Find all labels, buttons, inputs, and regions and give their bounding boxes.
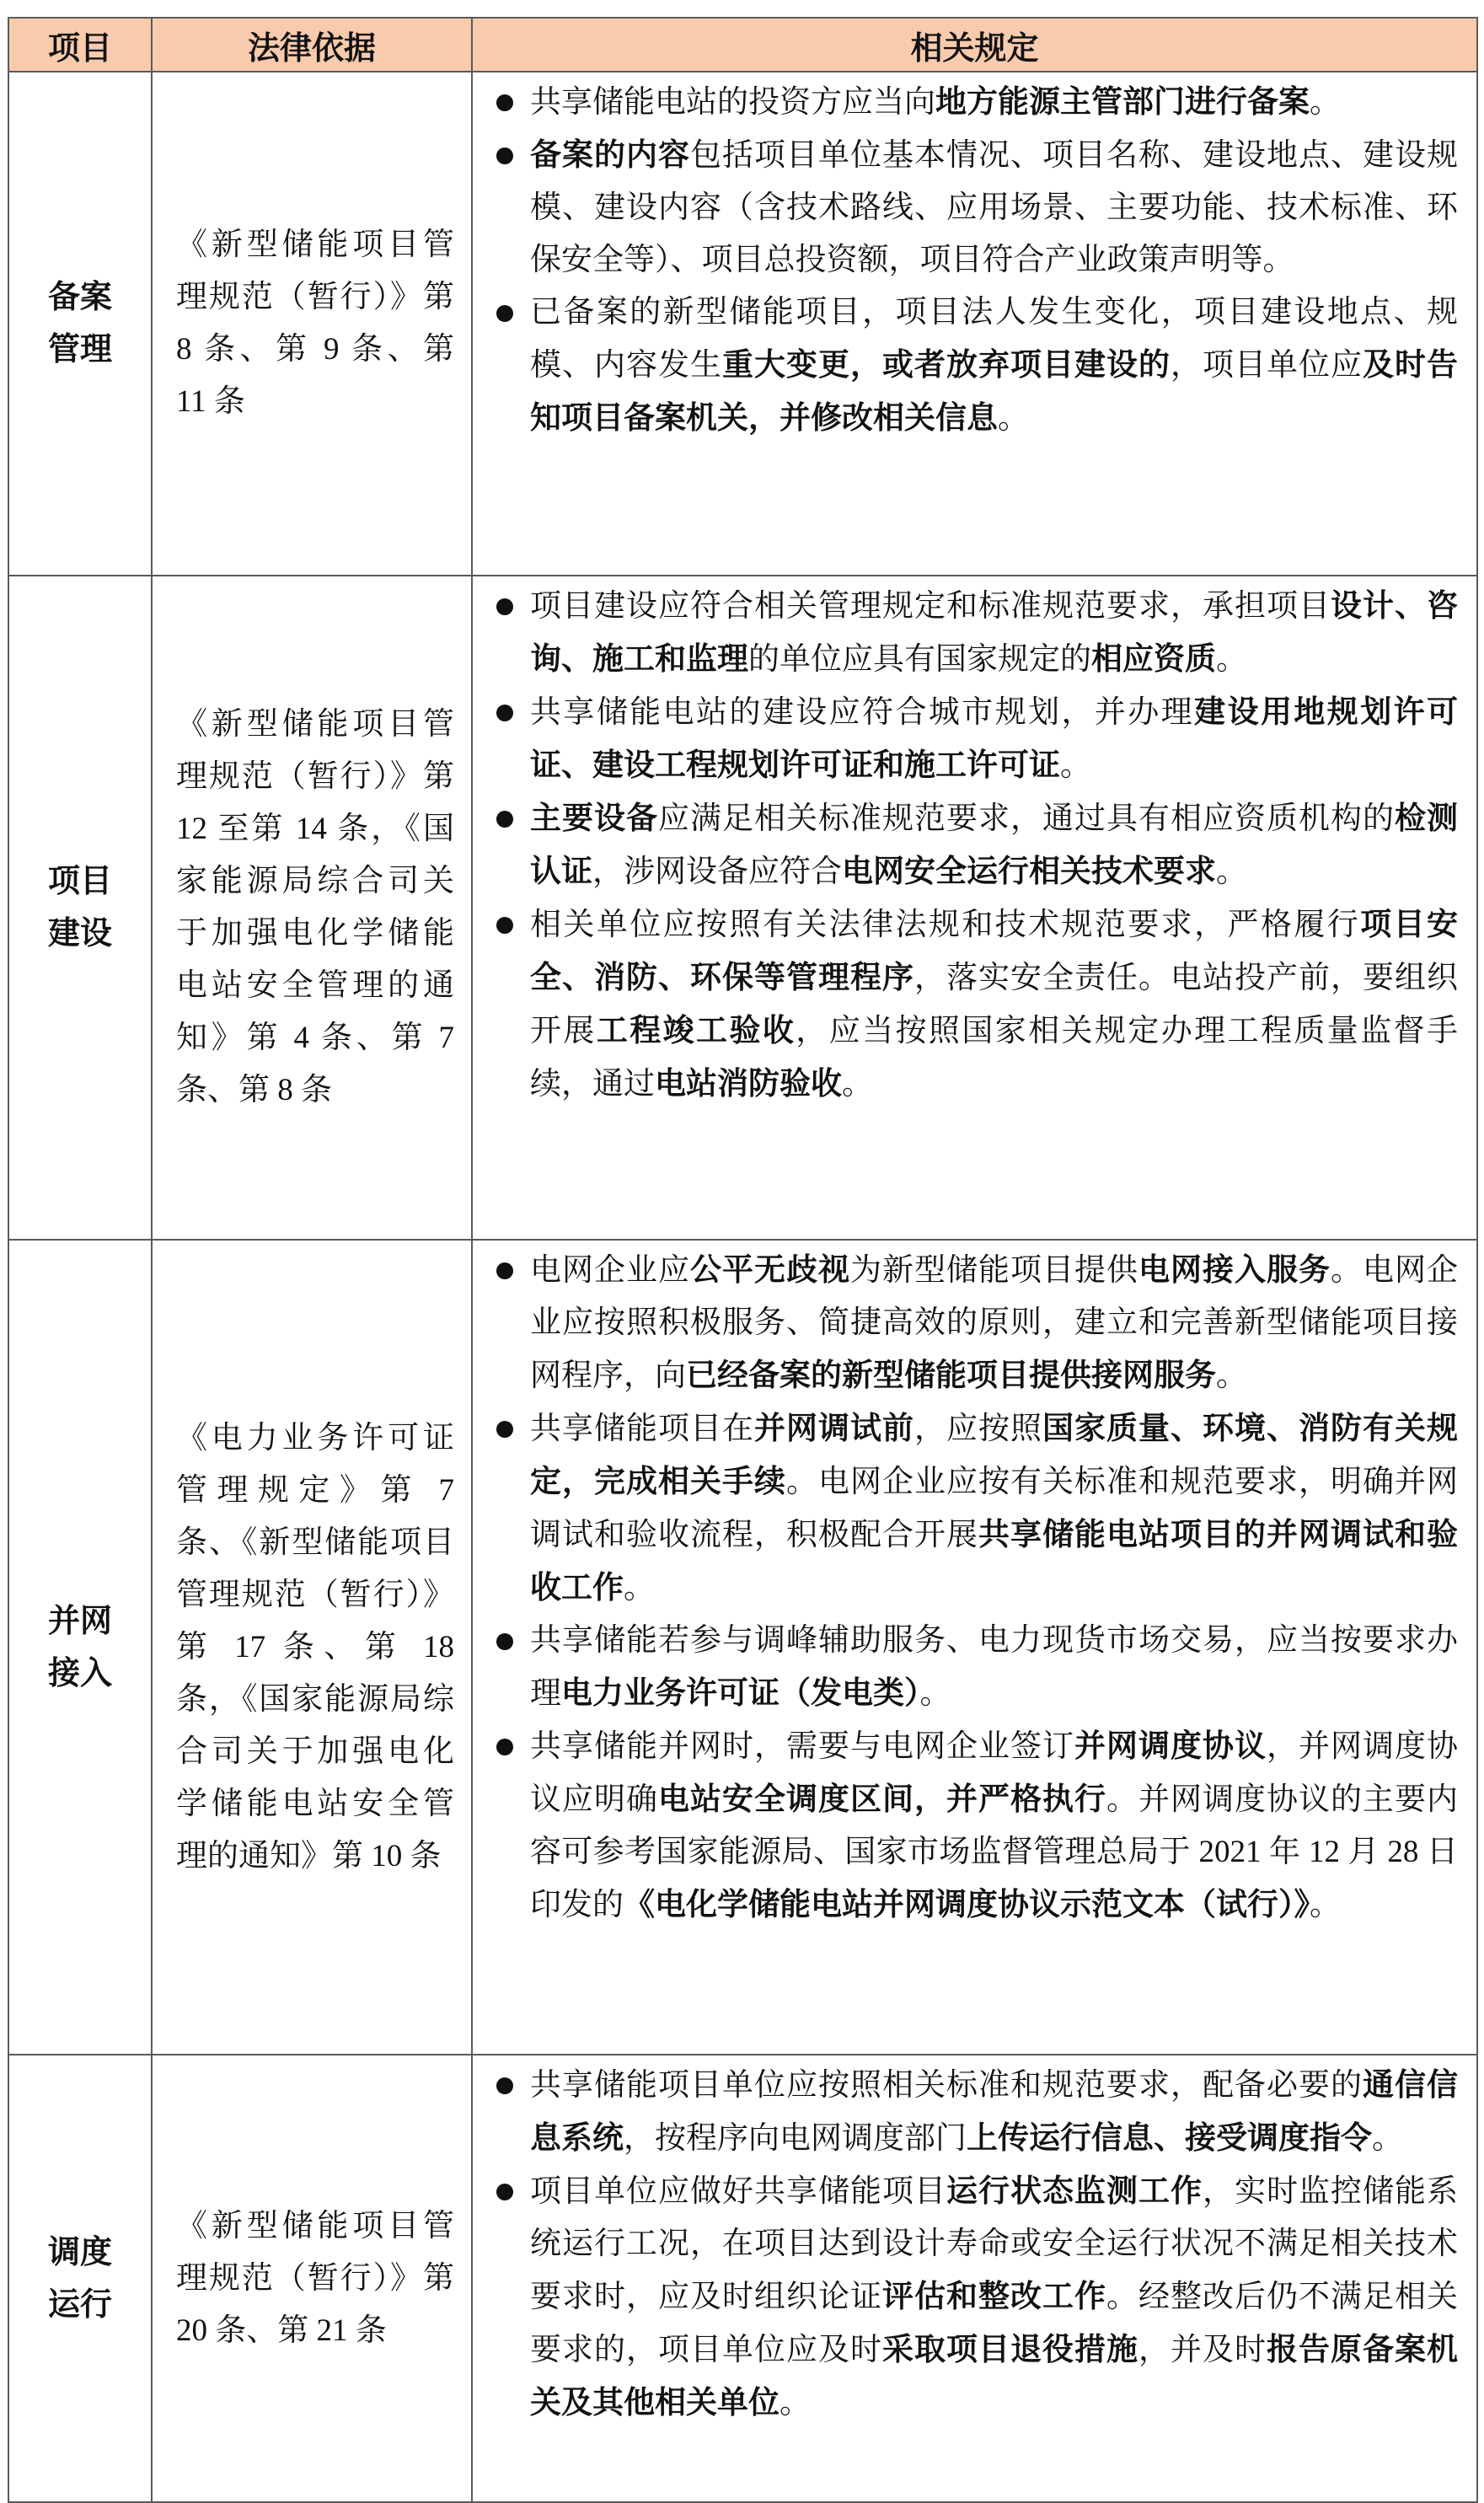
emphasis-text: 并网调试前 — [754, 1411, 914, 1445]
legal-basis-cell: 《新型储能项目管理规范（暂行）》第 12 至第 14 条，《国家能源局综合司关于加强电化学储能电站安全管理的通知》第 4 条、第 7 条、第 8 条 — [152, 576, 472, 1240]
emphasis-text: 通信信息系统 — [530, 2067, 1458, 2155]
emphasis-text: 建设用地规划许可证、建设工程规划许可证和施工许可证 — [530, 694, 1459, 782]
emphasis-text: 检测认证 — [530, 801, 1458, 888]
legal-basis-cell: 《新型储能项目管理规范（暂行）》第 20 条、第 21 条 — [152, 2055, 472, 2502]
table-row — [8, 72, 1477, 576]
emphasis-text: 国家质量、环境、消防有关规定，完成相关手续 — [530, 1411, 1458, 1498]
rule-item: 项目单位应做好共享储能项目运行状态监测工作，实时监控储能系统运行工况，在项目达到设计寿命或安全运行状况不满足相关技术要求时，应及时组织论证评估和整改工作。经整改后仍不满足相关要求的，项目单位应及时采取项目退役措施，并及时报告原备案机关及其他相关单位。 — [490, 2165, 1458, 2430]
rules-cell — [472, 72, 1477, 576]
emphasis-text: 相应资质 — [1091, 641, 1216, 676]
item-cell: 调度 运行 — [8, 2055, 152, 2502]
emphasis-text: 评估和整改工作 — [882, 2279, 1106, 2313]
emphasis-text: 已经备案的新型储能项目提供接网服务 — [686, 1358, 1216, 1392]
regulation-table — [8, 17, 1478, 2503]
emphasis-text: 重大变更，或者放弃项目建设的 — [722, 347, 1171, 382]
rules-list — [490, 2059, 1458, 2430]
emphasis-text: 项目安全、消防、环保等管理程序 — [530, 907, 1459, 994]
rule-item: 共享储能项目在并网调试前，应按照国家质量、环境、消防有关规定，完成相关手续。电网企业应按有关标准和规范要求，明确并网调试和验收流程，积极配合开展共享储能电站项目的并网调试和验收工作。 — [490, 1402, 1458, 1615]
rule-item: 共享储能若参与调峰辅助服务、电力现货市场交易，应当按要求办理电力业务许可证（发电类）。 — [490, 1615, 1458, 1720]
legal-basis-cell: 《新型储能项目管理规范（暂行）》第 8 条、第 9 条、第 11 条 — [152, 72, 472, 576]
header-legal-basis: 法律依据 — [152, 18, 472, 72]
rules-list — [490, 76, 1458, 445]
rules-cell — [472, 576, 1477, 1240]
rule-item: 备案的内容包括项目单位基本情况、项目名称、建设地点、建设规模、建设内容（含技术路线、应用场景、主要功能、技术标准、环保安全等）、项目总投资额，项目符合产业政策声明等。 — [490, 129, 1458, 287]
emphasis-text: 共享储能电站项目的并网调试和验收工作 — [530, 1517, 1458, 1605]
rules-list — [490, 1244, 1458, 1932]
emphasis-text: 设计、咨询、施工和监理 — [530, 588, 1458, 676]
emphasis-text: 电网安全运行相关技术要求 — [842, 854, 1216, 888]
item-cell: 备案 管理 — [8, 72, 152, 576]
emphasis-text: 及时告知项目备案机关，并修改相关信息 — [530, 347, 1458, 435]
emphasis-text: 运行状态监测工作 — [946, 2173, 1203, 2208]
legal-basis-cell: 《电力业务许可证管理规定》第 7 条、《新型储能项目管理规范（暂行）》第 17 条、第 18 条，《国家能源局综合司关于加强电化学储能电站安全管理的通知》第 10 条 — [152, 1240, 472, 2055]
rules-cell — [472, 1240, 1477, 2055]
emphasis-text: 电站消防验收 — [655, 1066, 842, 1101]
emphasis-text: 上传运行信息、接受调度指令 — [967, 2120, 1372, 2155]
emphasis-text: 采取项目退役措施 — [882, 2332, 1138, 2366]
emphasis-text: 并网调度协议 — [1074, 1729, 1267, 1763]
rule-item: 相关单位应按照有关法律法规和技术规范要求，严格履行项目安全、消防、环保等管理程序，落实安全责任。电站投产前，要组织开展工程竣工验收，应当按照国家相关规定办理工程质量监督手续，通过电站消防验收。 — [490, 898, 1458, 1111]
rule-item: 共享储能并网时，需要与电网企业签订并网调度协议，并网调度协议应明确电站安全调度区间，并严格执行。并网调度协议的主要内容可参考国家能源局、国家市场监督管理总局于 2021 年 12 月 28 日印发的《电化学储能电站并网调度协议示范文本（试行）》。 — [490, 1720, 1458, 1932]
table-row — [8, 1240, 1477, 2055]
rule-item: 主要设备应满足相关标准规范要求，通过具有相应资质机构的检测认证，涉网设备应符合电网安全运行相关技术要求。 — [490, 792, 1458, 898]
emphasis-text: 电站安全调度区间，并严格执行 — [658, 1782, 1106, 1816]
emphasis-text: 《电化学储能电站并网调度协议示范文本（试行）》 — [624, 1887, 1310, 1921]
emphasis-text: 公平无歧视 — [690, 1252, 850, 1287]
rule-item: 已备案的新型储能项目，项目法人发生变化，项目建设地点、规模、内容发生重大变更，或者放弃项目建设的，项目单位应及时告知项目备案机关，并修改相关信息。 — [490, 287, 1458, 445]
rule-item: 共享储能项目单位应按照相关标准和规范要求，配备必要的通信信息系统，按程序向电网调度部门上传运行信息、接受调度指令。 — [490, 2059, 1458, 2165]
emphasis-text: 工程竣工验收 — [596, 1013, 796, 1048]
emphasis-text: 电网接入服务 — [1138, 1252, 1331, 1287]
rule-item: 共享储能电站的建设应符合城市规划，并办理建设用地规划许可证、建设工程规划许可证和施工许可证。 — [490, 686, 1458, 792]
table-header-row — [8, 18, 1477, 72]
item-cell: 并网 接入 — [8, 1240, 152, 2055]
emphasis-text: 报告原备案机关及其他相关单位 — [530, 2332, 1458, 2420]
emphasis-text: 主要设备 — [530, 801, 658, 835]
rule-item: 共享储能电站的投资方应当向地方能源主管部门进行备案。 — [490, 76, 1458, 129]
emphasis-text: 备案的内容 — [530, 137, 690, 172]
rules-cell — [472, 2055, 1477, 2502]
header-item: 项目 — [8, 18, 152, 72]
rules-list — [490, 580, 1458, 1111]
rule-item: 项目建设应符合相关管理规定和标准规范要求，承担项目设计、咨询、施工和监理的单位应具有国家规定的相应资质。 — [490, 580, 1458, 686]
rule-item: 电网企业应公平无歧视为新型储能项目提供电网接入服务。电网企业应按照积极服务、简捷高效的原则，建立和完善新型储能项目接网程序，向已经备案的新型储能项目提供接网服务。 — [490, 1244, 1458, 1402]
emphasis-text: 地方能源主管部门进行备案 — [935, 84, 1310, 119]
emphasis-text: 电力业务许可证（发电类） — [561, 1675, 920, 1710]
header-related-rules: 相关规定 — [472, 18, 1477, 72]
item-cell: 项目 建设 — [8, 576, 152, 1240]
table-row — [8, 576, 1477, 1240]
table-row — [8, 2055, 1477, 2502]
